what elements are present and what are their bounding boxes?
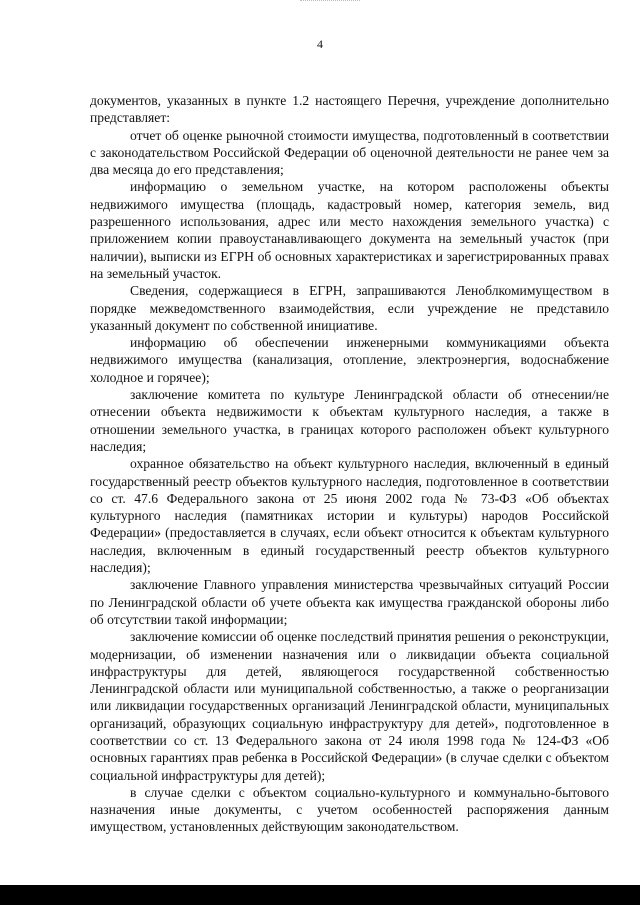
paragraph-protection-obligation: охранное обязательство на объект культурного наследия, включенный в единый государственный реестр объектов культурного наследия, подготовленное в соответствии со ст. 47.6 Федерального закона от 25 июня 2002 года № 73-ФЗ «Об объектах культурного наследия (памятниках истории и культуры) народов Российской Федерации» (предоставляется в случаях, если объект относится к объектам культурного наследия, включенным в единый государственный реестр объектов культурного наследия); xyxy=(90,456,609,576)
paragraph-other-documents: в случае сделки с объектом социально-культурного и коммунально-бытового назначения иные документы, с учетом особенностей распоряжения данным имуществом, установленных действующим законодательством. xyxy=(90,784,609,835)
scan-artifact xyxy=(300,0,360,4)
paragraph-emergency-ministry: заключение Главного управления министерства чрезвычайных ситуаций России по Ленинградской области об учете объекта как имущества гражданской обороны либо об отсутствии такой информации; xyxy=(90,577,609,627)
paragraph-appraisal-report: отчет об оценке рыночной стоимости имущества, подготовленный в соответствии с законодательством Российской Федерации об оценочной деятельности не ранее чем за два месяца до его представления; xyxy=(90,127,609,178)
document-body xyxy=(90,92,609,836)
scan-bottom-edge xyxy=(0,885,640,905)
paragraph-utilities-info: информацию об обеспечении инженерными коммуникациями объекта недвижимого имущества (канализация, отопление, электроэнергия, водоснабжение холодное и горячее); xyxy=(90,335,609,385)
page-number: 4 xyxy=(317,37,323,51)
paragraph-land-plot-info: информацию о земельном участке, на котором расположены объекты недвижимого имущества (площадь, кадастровый номер, категория земель, вид разрешенного использования, адрес или место нахождения земельного участка) с приложением копии правоустанавливающего документа на земельный участок (при наличии), выписки из ЕГРН об основных характеристиках и зарегистрированных правах на земельный участок. xyxy=(90,179,609,281)
paragraph-culture-committee: заключение комитета по культуре Ленинградской области об отнесении/не отнесении объекта недвижимости к объектам культурного наследия, а также в отношении земельного участка, в границах которого расположен объект культурного наследия; xyxy=(90,387,609,454)
paragraph-egrn-request: Сведения, содержащиеся в ЕГРН, запрашиваются Леноблкомимуществом в порядке межведомственного взаимодействия, если учреждение не представило указанный документ по собственной инициативе. xyxy=(90,283,609,333)
paragraph-commission-conclusion: заключение комиссии об оценке последствий принятия решения о реконструкции, модернизации, об изменении назначения или о ликвидации объекта социальной инфраструктуры для детей, являющегося государственной собственностью Ленинградской области или муниципальной собственностью, а также о реорганизации или ликвидации государственных организаций Ленинградской области, муниципальных организаций, образующих социальную инфраструктуру для детей», подготовленное в соответствии со ст. 13 Федерального закона от 24 июля 1998 года № 124-ФЗ «Об основных гарантиях прав ребенка в Российской Федерации» (в случае сделки с объектом социальной инфраструктуры для детей); xyxy=(90,629,609,783)
paragraph-continuation: документов, указанных в пункте 1.2 настоящего Перечня, учреждение дополнительно представляет: xyxy=(90,93,609,126)
